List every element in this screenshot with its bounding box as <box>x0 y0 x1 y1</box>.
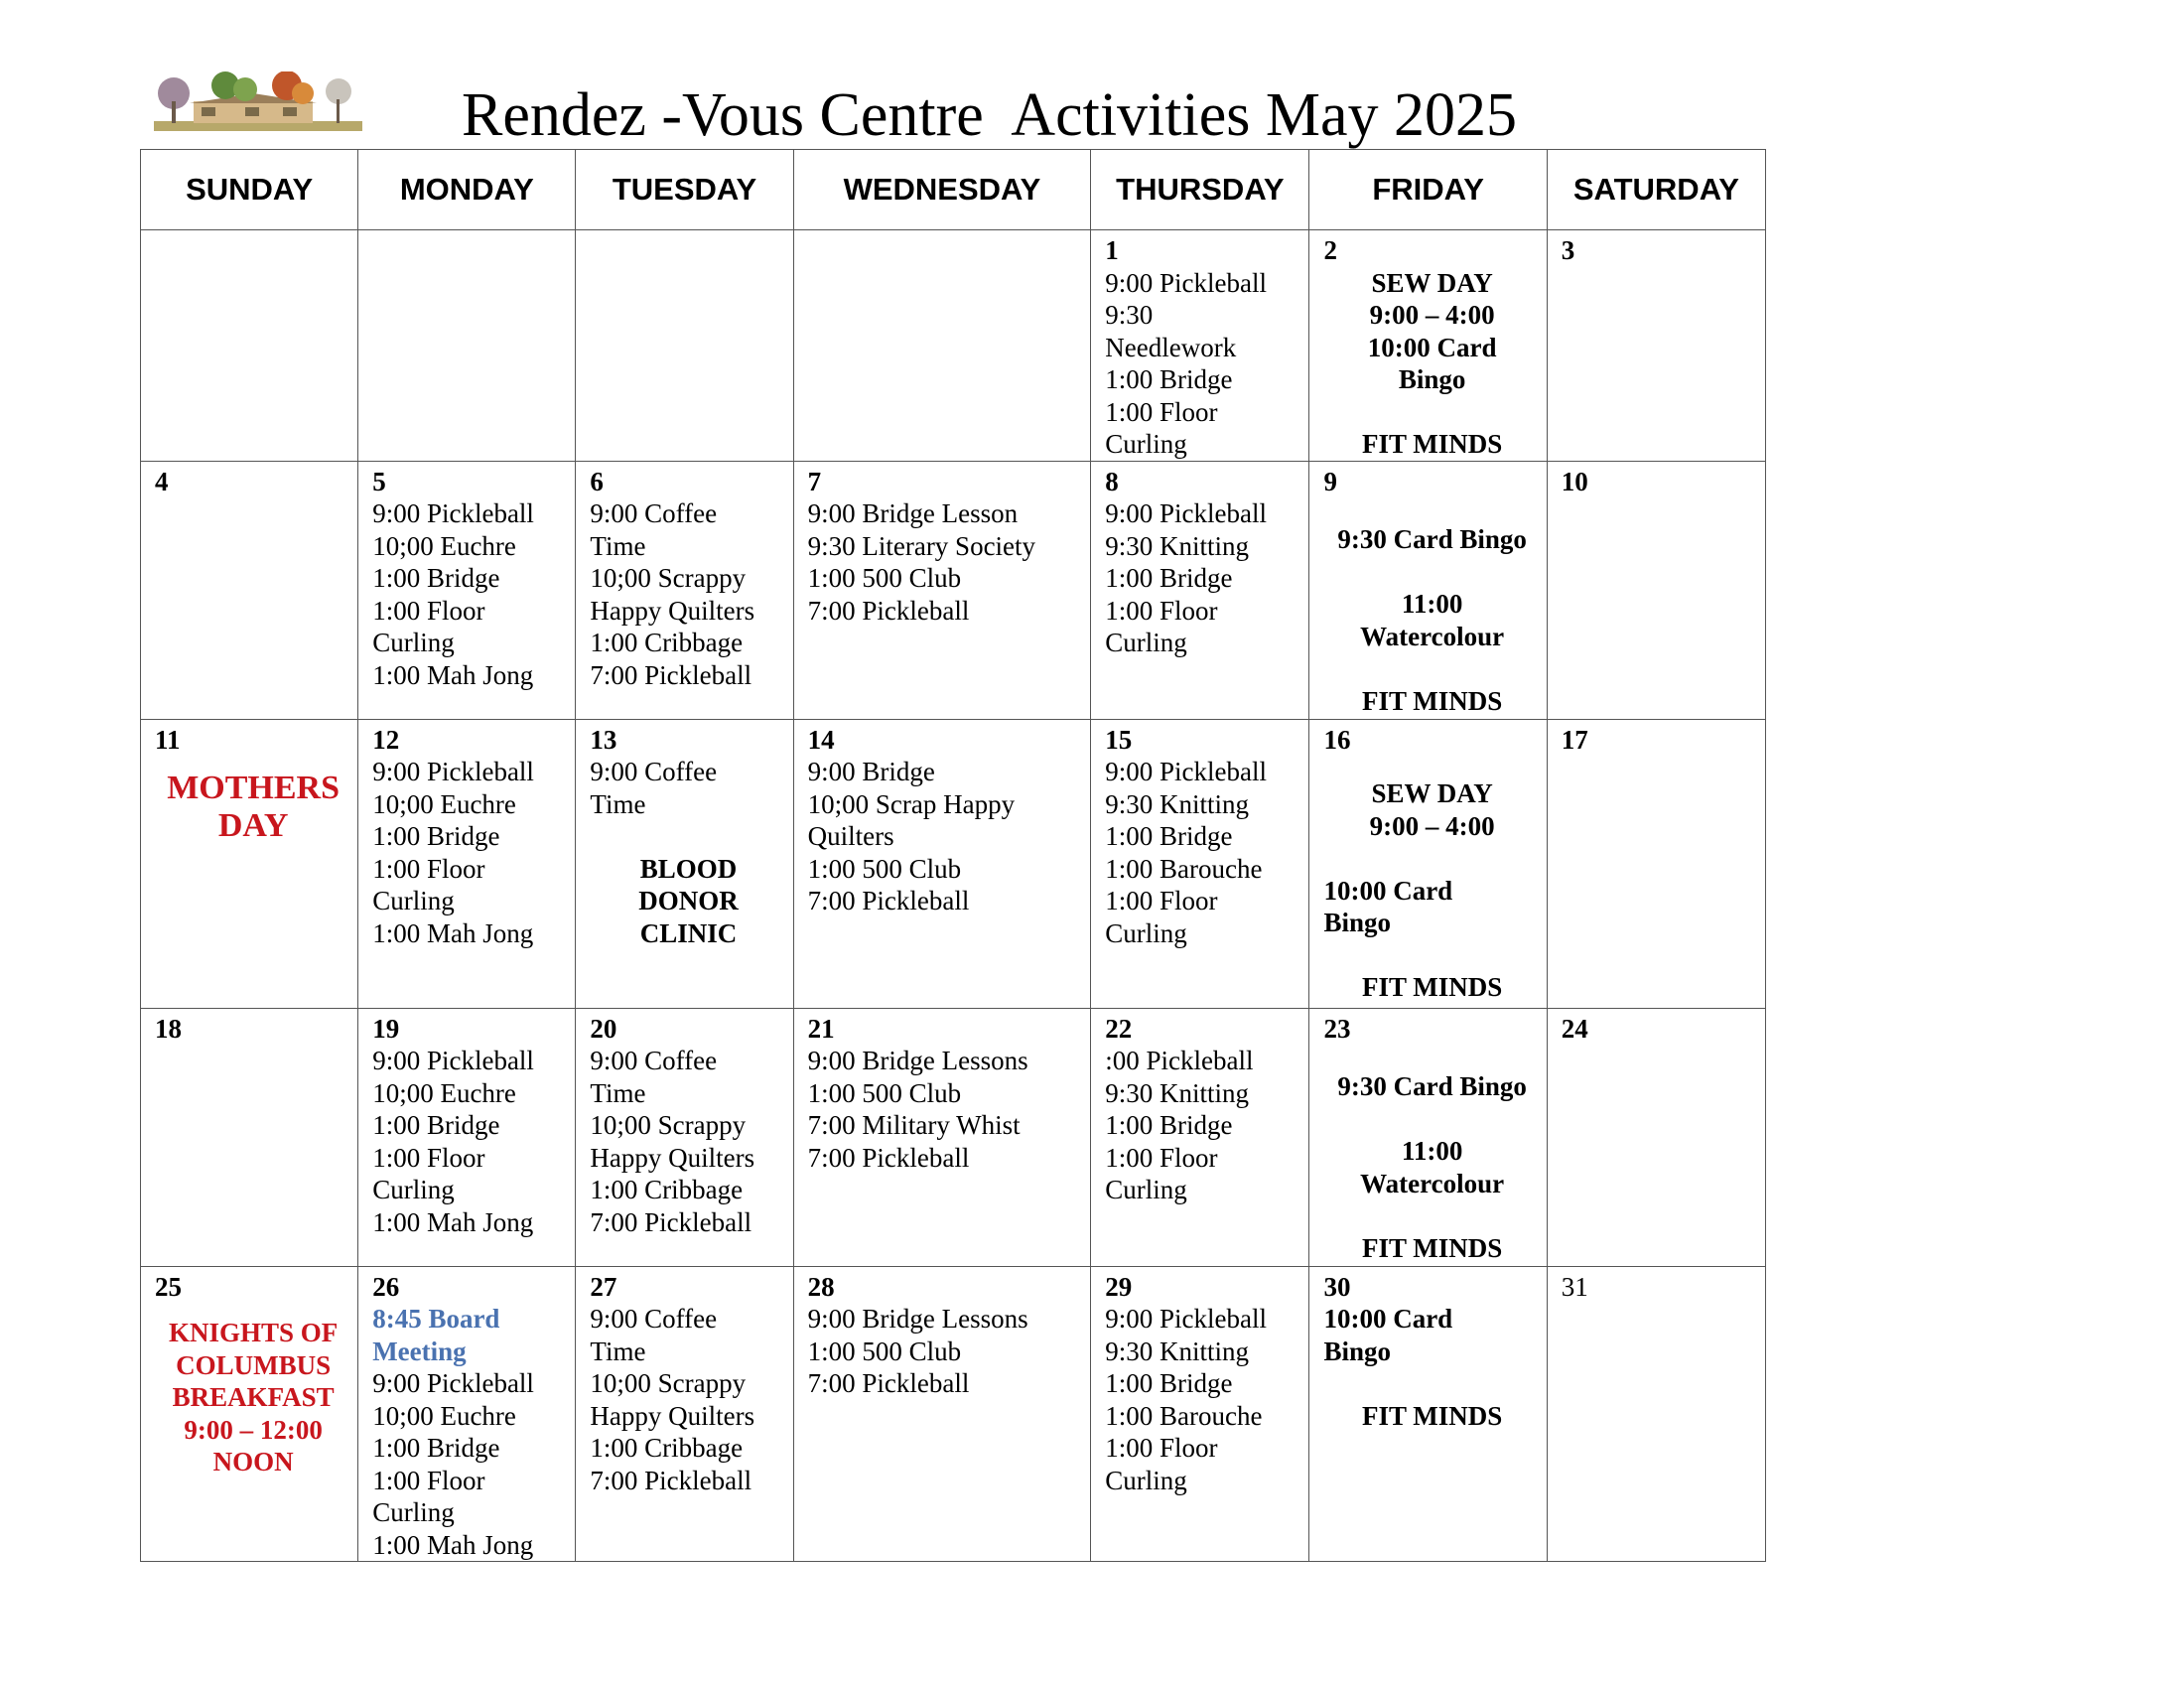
day-cell-1 <box>1091 230 1309 462</box>
day-number: 26 <box>372 1271 400 1302</box>
day-cell-20 <box>576 1008 793 1266</box>
activity: 1:00 Bridge <box>1105 1368 1233 1398</box>
activity: 9:00 Pickleball <box>372 757 534 786</box>
day-cell-6 <box>576 461 793 719</box>
event: BLOOD <box>639 853 738 884</box>
activity: Time <box>590 788 646 819</box>
activity: 10;00 Euchre <box>372 1077 516 1108</box>
day-cell-3 <box>1547 230 1765 462</box>
header-monday: MONDAY <box>358 150 576 230</box>
day-number: 31 <box>1561 1271 1588 1302</box>
activity: Curling <box>1105 917 1187 948</box>
event: 9:30 Card Bingo <box>1337 524 1527 554</box>
day-number: 16 <box>1323 724 1351 755</box>
activity: 1:00 Bridge <box>1105 563 1233 593</box>
activity: 9:30 Knitting <box>1105 530 1250 561</box>
event: FIT MINDS <box>1361 429 1503 459</box>
activity: 1:00 Bridge <box>1105 821 1233 851</box>
day-number: 30 <box>1323 1271 1351 1302</box>
event-label: 9:00 – 12:00 <box>184 1414 323 1445</box>
holiday-label: MOTHERS <box>167 770 340 806</box>
activity: Time <box>590 1336 646 1366</box>
day-cell-empty <box>358 230 576 462</box>
day-number: 6 <box>590 466 604 496</box>
activity: 10;00 Scrappy <box>590 1368 747 1398</box>
activity: 1:00 Barouche <box>1105 853 1263 884</box>
activity: 9:30 Knitting <box>1105 1336 1250 1366</box>
board-meeting: 8:45 Board <box>372 1304 500 1334</box>
activity: 9:00 Bridge <box>807 757 935 786</box>
event: 9:00 – 4:00 <box>1369 810 1495 841</box>
event-label: BREAKFAST <box>172 1382 335 1412</box>
activity: 9:00 Coffee <box>590 498 718 528</box>
event: 10:00 Card <box>1323 875 1453 906</box>
day-number: 27 <box>590 1271 617 1302</box>
day-cell-21 <box>793 1008 1091 1266</box>
activity: 9:00 Pickleball <box>1105 267 1267 298</box>
activity: 9:00 Pickleball <box>1105 1304 1267 1334</box>
day-number: 18 <box>155 1013 182 1044</box>
activity: Curling <box>1105 1175 1187 1204</box>
day-number: 19 <box>372 1013 400 1044</box>
day-cell-5 <box>358 461 576 719</box>
activity: 1:00 Floor <box>1105 396 1218 427</box>
header-thursday: THURSDAY <box>1091 150 1309 230</box>
activity: 7:00 Pickleball <box>590 1206 752 1237</box>
activity: 1:00 Mah Jong <box>372 1529 534 1560</box>
activity: 1:00 Floor <box>1105 1433 1218 1463</box>
day-cell-27 <box>576 1266 793 1562</box>
event: 9:00 – 4:00 <box>1369 300 1495 330</box>
day-cell-8 <box>1091 461 1309 719</box>
board-meeting: Meeting <box>372 1336 467 1366</box>
calendar-grid <box>140 149 1766 1562</box>
activity: Time <box>590 530 646 561</box>
day-cell-19 <box>358 1008 576 1266</box>
activity: 1:00 500 Club <box>807 563 962 593</box>
activity: 1:00 Barouche <box>1105 1400 1263 1431</box>
day-cell-empty <box>141 230 358 462</box>
activity: 1:00 Floor <box>372 1142 485 1173</box>
activity: 1:00 Bridge <box>372 1433 500 1463</box>
event-label: COLUMBUS <box>176 1349 332 1380</box>
day-number: 11 <box>155 724 181 755</box>
event: 10:00 Card <box>1367 332 1497 362</box>
activity: 9:00 Coffee <box>590 1304 718 1334</box>
day-cell-17 <box>1547 719 1765 1008</box>
activity: Curling <box>1105 1465 1187 1495</box>
activity: Time <box>590 1077 646 1108</box>
day-cell-11 <box>141 719 358 1008</box>
day-number: 20 <box>590 1013 617 1044</box>
day-cell-7 <box>793 461 1091 719</box>
day-cell-22 <box>1091 1008 1309 1266</box>
activity: Curling <box>1105 429 1187 459</box>
activity: 9:00 Pickleball <box>372 498 534 528</box>
activity: 9:30 Knitting <box>1105 788 1250 819</box>
activity: 9:00 Pickleball <box>1105 757 1267 786</box>
day-cell-12 <box>358 719 576 1008</box>
day-number: 9 <box>1323 466 1337 496</box>
activity: 1:00 Mah Jong <box>372 1206 534 1237</box>
day-number: 4 <box>155 466 169 496</box>
activity: 10;00 Euchre <box>372 1400 516 1431</box>
day-number: 3 <box>1561 235 1575 265</box>
activity: :00 Pickleball <box>1105 1046 1254 1075</box>
day-cell-14 <box>793 719 1091 1008</box>
event: SEW DAY <box>1371 778 1493 808</box>
day-cell-13 <box>576 719 793 1008</box>
day-number: 8 <box>1105 466 1119 496</box>
day-number: 14 <box>807 724 835 755</box>
event: Bingo <box>1323 1336 1391 1366</box>
event-label: NOON <box>212 1447 294 1477</box>
activity: 1:00 Bridge <box>372 563 500 593</box>
header-tuesday: TUESDAY <box>576 150 793 230</box>
event: Watercolour <box>1360 1168 1505 1198</box>
day-cell-24 <box>1547 1008 1765 1266</box>
week-row-2 <box>141 461 1766 719</box>
event: Bingo <box>1323 908 1391 937</box>
activity: 7:00 Military Whist <box>807 1110 1021 1140</box>
activity: 9:00 Pickleball <box>1105 498 1267 528</box>
day-cell-30 <box>1309 1266 1547 1562</box>
activity: 7:00 Pickleball <box>807 595 970 626</box>
event: 11:00 <box>1401 1136 1463 1166</box>
day-number: 22 <box>1105 1013 1133 1044</box>
day-cell-16 <box>1309 719 1547 1008</box>
day-number: 10 <box>1561 466 1588 496</box>
day-number: 15 <box>1105 724 1133 755</box>
day-cell-25 <box>141 1266 358 1562</box>
day-cell-29 <box>1091 1266 1309 1562</box>
activity: Happy Quilters <box>590 1400 755 1431</box>
activity: 7:00 Pickleball <box>807 1368 970 1398</box>
event: Watercolour <box>1360 621 1505 651</box>
activity: Happy Quilters <box>590 1142 755 1173</box>
day-number: 28 <box>807 1271 835 1302</box>
activity: 10;00 Scrap Happy <box>807 788 1016 819</box>
header-friday: FRIDAY <box>1309 150 1547 230</box>
week-row-3 <box>141 719 1766 1008</box>
activity: 7:00 Pickleball <box>807 1142 970 1173</box>
day-number: 12 <box>372 724 400 755</box>
activity: 9:00 Bridge Lessons <box>807 1046 1028 1075</box>
event: FIT MINDS <box>1361 1400 1503 1431</box>
day-cell-4 <box>141 461 358 719</box>
activity: 1:00 Bridge <box>1105 364 1233 394</box>
activity: Curling <box>1105 628 1187 657</box>
activity: 10;00 Scrappy <box>590 563 747 593</box>
week-row-5 <box>141 1266 1766 1562</box>
activity: Quilters <box>807 821 894 851</box>
activity: Happy Quilters <box>590 595 755 626</box>
activity: 1:00 Cribbage <box>590 1175 744 1204</box>
activity: 9:00 Bridge Lessons <box>807 1304 1028 1334</box>
activity: 9:30 Knitting <box>1105 1077 1250 1108</box>
day-number: 23 <box>1323 1013 1351 1044</box>
activity: 1:00 Mah Jong <box>372 917 534 948</box>
day-cell-empty <box>793 230 1091 462</box>
event: SEW DAY <box>1371 267 1493 298</box>
activity: 9:00 Coffee <box>590 757 718 786</box>
day-number: 13 <box>590 724 617 755</box>
activity: 1:00 Bridge <box>372 1110 500 1140</box>
day-cell-28 <box>793 1266 1091 1562</box>
day-cell-31 <box>1547 1266 1765 1562</box>
activity: 7:00 Pickleball <box>590 1465 752 1495</box>
activity: 10;00 Euchre <box>372 530 516 561</box>
activity: 1:00 Bridge <box>372 821 500 851</box>
centre-logo <box>154 71 362 133</box>
day-cell-2 <box>1309 230 1547 462</box>
activity: 1:00 Floor <box>372 595 485 626</box>
event: 9:30 Card Bingo <box>1337 1071 1527 1101</box>
header-saturday: SATURDAY <box>1547 150 1765 230</box>
day-cell-23 <box>1309 1008 1547 1266</box>
day-number: 2 <box>1323 235 1337 265</box>
activity: 9:00 Pickleball <box>372 1046 534 1075</box>
activity: Curling <box>372 628 455 657</box>
event: Bingo <box>1398 364 1466 394</box>
page-title: Rendez -Vous Centre Activities May 2025 <box>462 81 1518 149</box>
day-cell-26 <box>358 1266 576 1562</box>
activity: 1:00 500 Club <box>807 853 962 884</box>
activity: Curling <box>372 1497 455 1527</box>
activity: 9:30 <box>1105 300 1154 330</box>
activity: 1:00 Floor <box>372 853 485 884</box>
activity: 9:00 Pickleball <box>372 1368 534 1398</box>
activity: 1:00 500 Club <box>807 1336 962 1366</box>
day-cell-9 <box>1309 461 1547 719</box>
day-number: 17 <box>1561 724 1588 755</box>
activity: Curling <box>372 1175 455 1204</box>
weekday-header-row <box>141 150 1766 230</box>
activity: 1:00 Cribbage <box>590 1433 744 1463</box>
day-number: 5 <box>372 466 386 496</box>
activity: 10;00 Euchre <box>372 788 516 819</box>
day-number: 21 <box>807 1013 835 1044</box>
event: FIT MINDS <box>1361 1232 1503 1263</box>
event: CLINIC <box>639 917 738 948</box>
holiday-label: DAY <box>217 807 289 844</box>
header-wednesday: WEDNESDAY <box>793 150 1091 230</box>
activity: 7:00 Pickleball <box>590 659 752 690</box>
activity: 7:00 Pickleball <box>807 886 970 915</box>
week-row-4 <box>141 1008 1766 1266</box>
activity: 1:00 Floor <box>1105 1142 1218 1173</box>
day-number: 29 <box>1105 1271 1133 1302</box>
activity: 10;00 Scrappy <box>590 1110 747 1140</box>
day-number: 25 <box>155 1271 182 1302</box>
activity: 1:00 Mah Jong <box>372 659 534 690</box>
day-number: 7 <box>807 466 822 496</box>
activity: 9:00 Coffee <box>590 1046 718 1075</box>
activity: 1:00 Floor <box>1105 886 1218 915</box>
activity: 9:30 Literary Society <box>807 530 1036 561</box>
day-cell-18 <box>141 1008 358 1266</box>
event: 10:00 Card <box>1323 1304 1453 1334</box>
activity: Needlework <box>1105 332 1237 362</box>
header-sunday: SUNDAY <box>141 150 358 230</box>
event: 11:00 <box>1401 589 1463 619</box>
activity: 1:00 Bridge <box>1105 1110 1233 1140</box>
day-number: 24 <box>1561 1013 1588 1044</box>
day-number: 1 <box>1105 235 1119 265</box>
event: DONOR <box>638 886 739 915</box>
activity: 1:00 500 Club <box>807 1077 962 1108</box>
week-row-1 <box>141 230 1766 462</box>
event: FIT MINDS <box>1361 685 1503 716</box>
event: FIT MINDS <box>1361 972 1503 1002</box>
event-label: KNIGHTS OF <box>168 1318 339 1347</box>
day-cell-15 <box>1091 719 1309 1008</box>
day-cell-10 <box>1547 461 1765 719</box>
activity: 1:00 Cribbage <box>590 628 744 657</box>
activity: 9:00 Bridge Lesson <box>807 498 1019 528</box>
activity: Curling <box>372 886 455 915</box>
activity: 1:00 Floor <box>372 1465 485 1495</box>
activity: 1:00 Floor <box>1105 595 1218 626</box>
day-cell-empty <box>576 230 793 462</box>
